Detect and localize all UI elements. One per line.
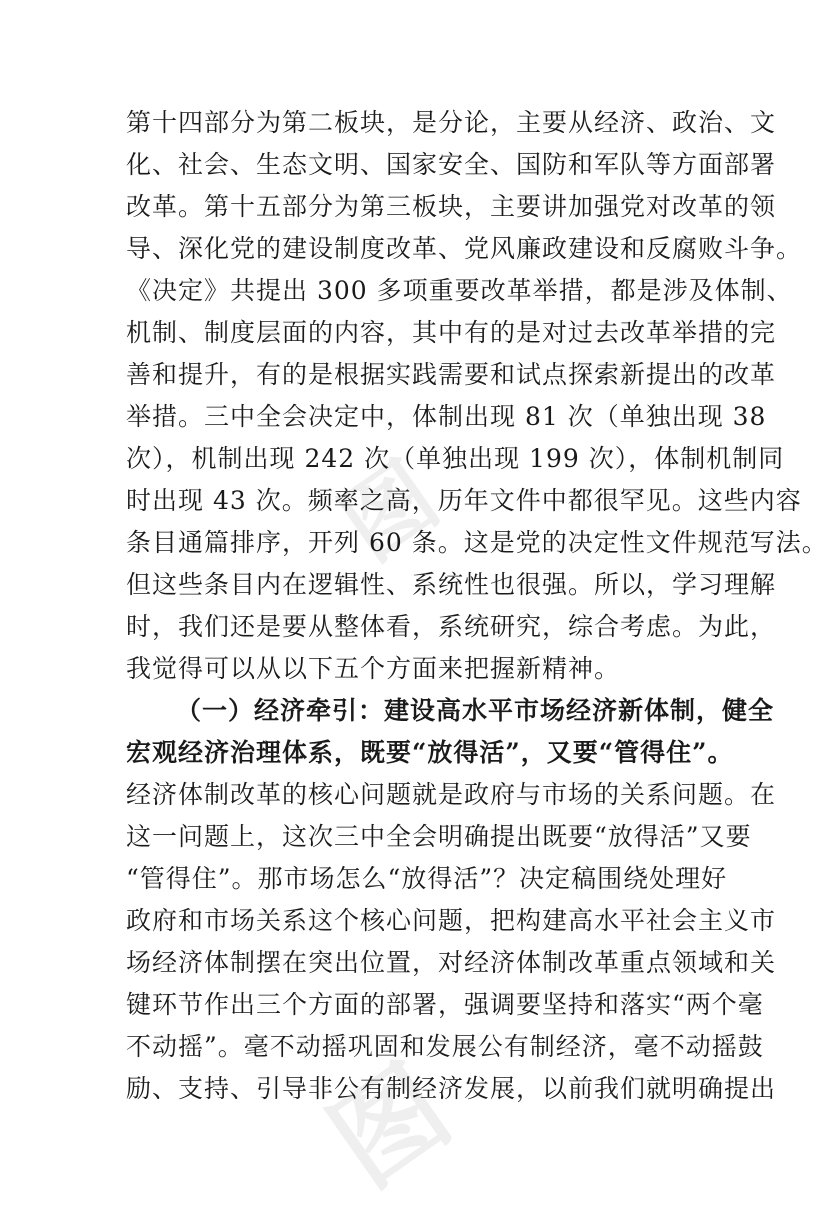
section-heading-line: （一）经济牵引：建设高水平市场经济新体制，健全: [176, 696, 775, 725]
body-text-line: 这一问题上，这次三中全会明确提出既要“放得活”又要: [126, 822, 752, 851]
body-text-line: 键环节作出三个方面的部署，强调要坚持和落实“两个毫: [126, 990, 764, 1019]
body-text-line: 条目通篇排序，开列 60 条。这是党的决定性文件规范写法。: [126, 528, 828, 557]
body-text-line: 政府和市场关系这个核心问题，把构建高水平社会主义市: [126, 906, 777, 935]
body-text-line: 化、社会、生态文明、国家安全、国防和军队等方面部署: [126, 150, 777, 179]
section-heading-line: 宏观经济治理体系，既要“放得活”，又要“管得住”。: [126, 738, 734, 767]
body-text-line: 《决定》共提出 300 多项重要改革举措，都是涉及体制、: [126, 276, 793, 305]
body-text-line: 场经济体制摆在突出位置，对经济体制改革重点领域和关: [126, 948, 777, 977]
body-text-line: 时出现 43 次。频率之高，历年文件中都很罕见。这些内容: [126, 486, 802, 515]
body-text-line: 善和提升，有的是根据实践需要和试点探索新提出的改革: [126, 360, 777, 389]
body-text-line: 导、深化党的建设制度改革、党风廉政建设和反腐败斗争。: [126, 234, 803, 263]
watermark-glyph: 图: [308, 1042, 472, 1211]
body-text-line: 励、支持、引导非公有制经济发展，以前我们就明确提出: [126, 1074, 777, 1103]
body-text-line: 第十四部分为第二板块，是分论，主要从经济、政治、文: [126, 108, 777, 137]
body-text-line: 改革。第十五部分为第三板块，主要讲加强党对改革的领: [126, 192, 777, 221]
watermark-glyph: 图: [322, 443, 457, 581]
body-text-line: 时，我们还是要从整体看，系统研究，综合考虑。为此，: [126, 612, 777, 641]
body-text-line: 举措。三中全会决定中，体制出现 81 次（单独出现 38: [126, 402, 767, 431]
body-text-line: 经济体制改革的核心问题就是政府与市场的关系问题。在: [126, 780, 777, 809]
body-text-line: 不动摇”。毫不动摇巩固和发展公有制经济，毫不动摇鼓: [126, 1032, 764, 1061]
body-text-line: 但这些条目内在逻辑性、系统性也很强。所以，学习理解: [126, 570, 777, 599]
body-text-line: 次），机制出现 242 次（单独出现 199 次），体制机制同: [126, 444, 785, 473]
body-text-line: “管得住”。那市场怎么“放得活”？决定稿围绕处理好: [126, 864, 728, 893]
body-text-line: 我觉得可以从以下五个方面来把握新精神。: [126, 654, 621, 683]
body-text-line: 机制、制度层面的内容，其中有的是对过去改革举措的完: [126, 318, 777, 347]
